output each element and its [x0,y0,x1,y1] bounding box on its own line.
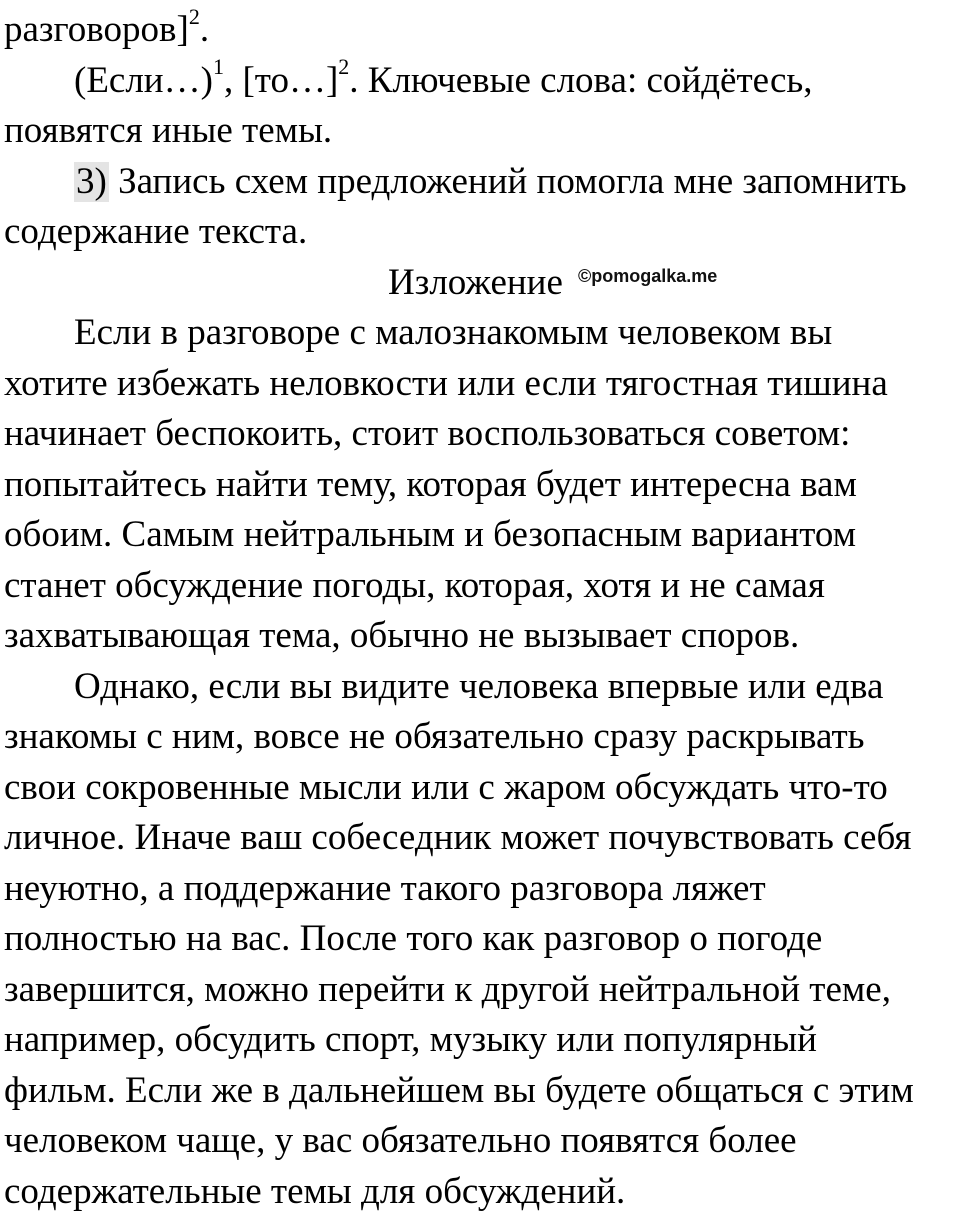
text-line [4,56,954,107]
text-line: захватывающая тема, обычно не вызывает споров. [4,615,800,656]
text-line: попытайтесь найти тему, которая будет интересна вам [4,463,857,505]
document-page [4,0,954,1217]
paragraph-1 [4,308,954,662]
superscript: 2 [188,3,200,29]
punctuation: . [199,9,210,50]
text-line: завершится, можно перейти к другой нейтральной теме, [4,968,891,1010]
text-line: начинает беспокоить, стоит воспользоваться советом: [4,413,851,454]
text-line: например, обсудить спорт, музыку или популярный [4,1019,817,1060]
scheme-text: . Ключевые слова: сойдётесь, [349,59,813,101]
text-line: неуютно, а поддержание такого разговора ляжет [4,867,766,909]
text-line: знакомы с ним, вовсе не обязательно сразу раскрывать [4,716,865,757]
superscript: 1 [212,54,224,80]
text-line: Однако, если вы видите человека впервые или едва [74,665,884,707]
text-line: станет обсуждение погоды, которая, хотя и не самая [4,564,825,606]
text-line: обоим. Самым нейтральным и безопасным вариантом [4,514,857,555]
text-line: появятся иные темы. [4,110,333,151]
watermark: ©pomogalka.me [578,266,718,286]
scheme-text: , [то…] [223,59,339,101]
item-text: Запись схем предложений помогла мне запомнить [108,160,907,202]
text-line: хотите избежать неловкости или если тягостная тишина [4,362,888,404]
scheme-text: (Если…) [74,59,213,101]
paragraph-2 [4,662,954,1218]
scheme-text: разговоров] [4,9,189,50]
text-line: содержательные темы для обсуждений. [4,1170,626,1212]
text-line: свои сокровенные мысли или с жаром обсуждать что-то [4,766,888,808]
text-line: фильм. Если же в дальнейшем вы будете общаться с этим [4,1069,914,1111]
text-line: личное. Иначе ваш собеседник может почувствовать себя [4,817,912,858]
text-line: человеком чаще, у вас обязательно появятся более [4,1120,797,1161]
heading-line [4,258,954,309]
text-line: полностью на вас. После того как разговор о погоде [4,918,823,959]
text-line [4,157,954,208]
text-line: содержание текста. [4,211,308,252]
text-line: Если в разговоре с малознакомым человеком вы [74,312,833,353]
superscript: 2 [338,54,350,80]
text-line [4,5,954,56]
item-number: 3) [76,160,107,202]
section-heading: Изложение [388,261,563,303]
